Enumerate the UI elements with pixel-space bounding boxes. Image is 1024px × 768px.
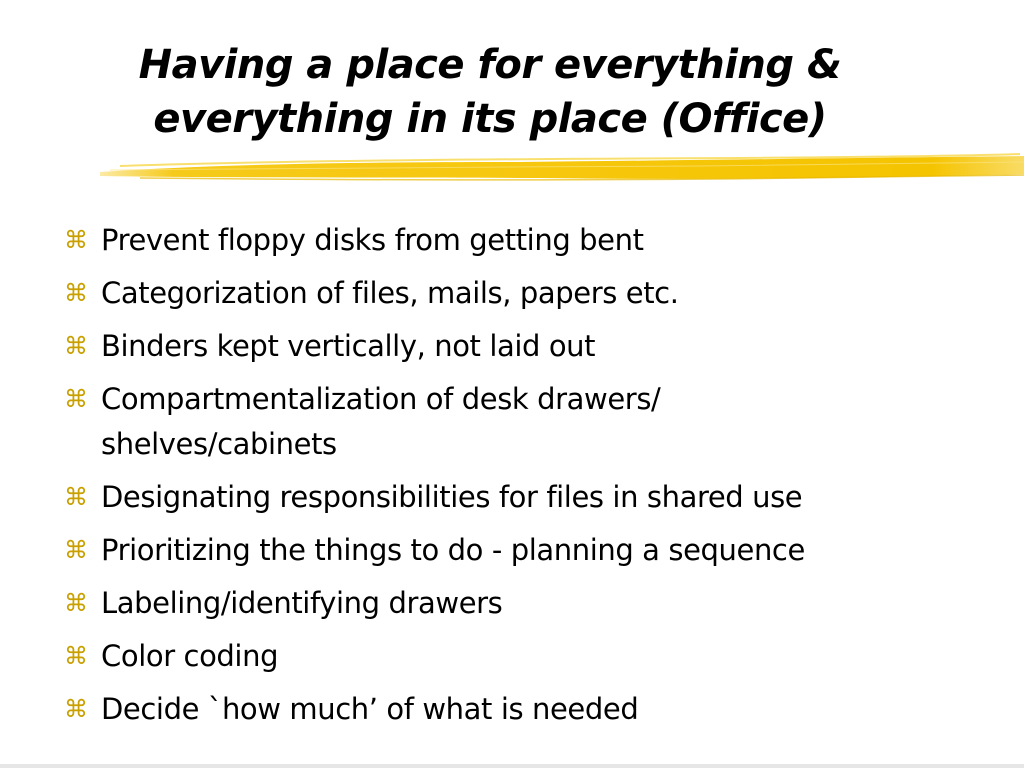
place-of-interest-icon: ⌘ (64, 279, 88, 307)
place-of-interest-icon: ⌘ (64, 385, 88, 413)
place-of-interest-icon: ⌘ (64, 589, 88, 617)
bullet-text: Prioritizing the things to do - planning a sequence (101, 533, 805, 567)
bullet-text: Decide `how much’ of what is needed (101, 692, 639, 726)
bottom-divider (0, 764, 1024, 768)
bullet-list (64, 218, 964, 740)
list-item (64, 271, 964, 316)
place-of-interest-icon: ⌘ (64, 332, 88, 360)
title-highlight-stroke (100, 150, 1024, 186)
list-item (64, 324, 964, 369)
list-item (64, 687, 964, 732)
bullet-text: Designating responsibilities for files in shared use (101, 480, 803, 514)
bullet-text: Compartmentalization of desk drawers/ shelves/cabinets (101, 382, 661, 461)
list-item (64, 581, 964, 626)
place-of-interest-icon: ⌘ (64, 642, 88, 670)
bullet-text: Labeling/identifying drawers (101, 586, 503, 620)
list-item (64, 377, 801, 467)
slide-title-line-1: Having a place for everything & (138, 42, 842, 88)
bullet-text: Prevent floppy disks from getting bent (101, 223, 644, 257)
place-of-interest-icon: ⌘ (64, 483, 88, 511)
list-item (64, 475, 964, 520)
place-of-interest-icon: ⌘ (64, 536, 88, 564)
list-item (64, 218, 964, 263)
bullet-text: Binders kept vertically, not laid out (101, 329, 596, 363)
list-item (64, 634, 964, 679)
slide-title-line-2: everything in its place (Office) (153, 96, 827, 142)
bullet-text: Categorization of files, mails, papers etc. (101, 276, 679, 310)
place-of-interest-icon: ⌘ (64, 226, 88, 254)
bullet-text: Color coding (101, 639, 279, 673)
place-of-interest-icon: ⌘ (64, 695, 88, 723)
list-item (64, 528, 964, 573)
slide-title (60, 38, 920, 146)
